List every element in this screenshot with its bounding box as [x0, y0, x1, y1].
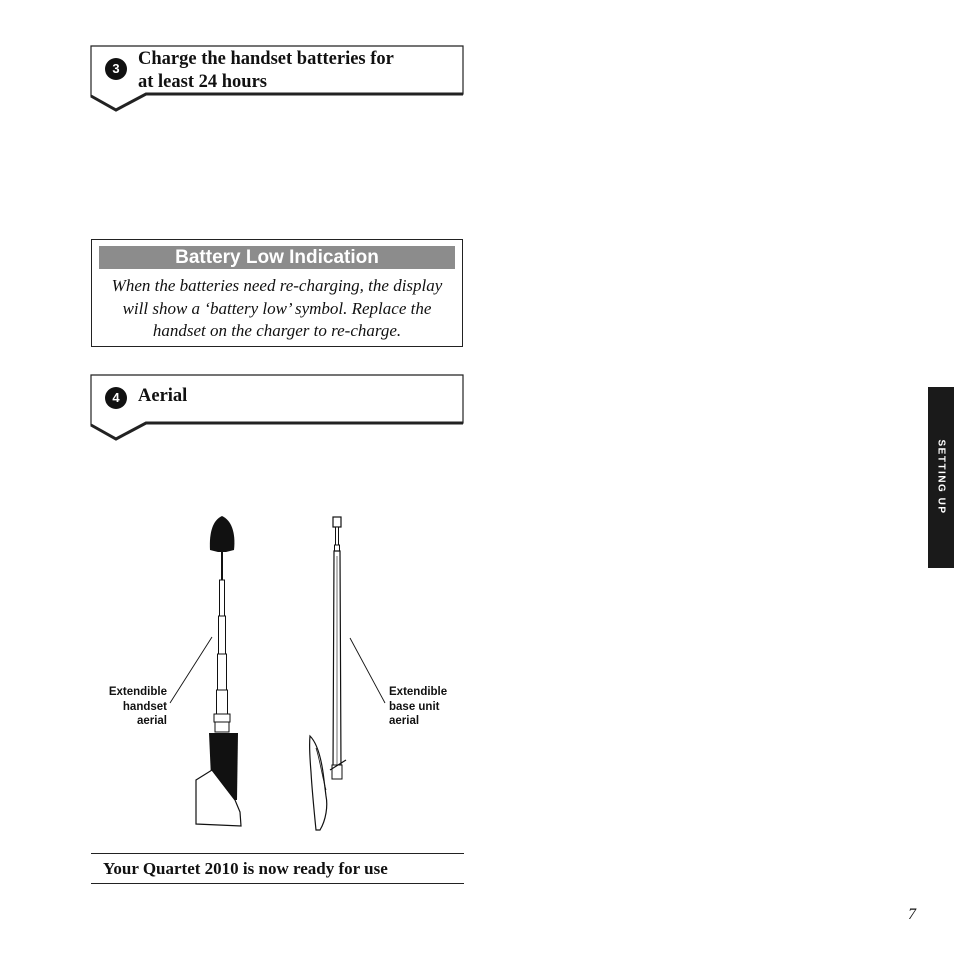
section-side-tab [928, 387, 954, 568]
handset-aerial-callout-line-1: Extendible [108, 686, 167, 698]
base-aerial-callout-line-3: aerial [389, 715, 420, 727]
battery-low-text-line-3: handset on the charger to re-charge. [152, 321, 402, 340]
battery-low-text-line-2: will show a ‘battery low’ symbol. Replace the [122, 298, 432, 318]
base-aerial-callout-line-1: Extendible [389, 686, 448, 698]
handset-aerial-callout-line-3: aerial [136, 715, 167, 727]
handset-aerial-drawing [196, 516, 241, 826]
step-3-title [138, 48, 394, 94]
ready-for-use-box [91, 853, 464, 884]
step-4-number-badge: 4 [105, 387, 127, 409]
section-side-tab-label: SETTING UP [935, 439, 947, 515]
step-4-title: Aerial [138, 386, 188, 406]
base-aerial-callout [389, 685, 464, 729]
handset-aerial-leader-line [170, 637, 212, 703]
handset-aerial-callout [70, 685, 167, 729]
base-aerial-leader-line [350, 638, 385, 703]
step-3-title-line-2: at least 24 hours [138, 72, 267, 92]
step-3-title-line-1: Charge the handset batteries for [138, 49, 394, 69]
page-number: 7 [908, 906, 916, 923]
battery-low-text-line-1: When the batteries need re-charging, the display [111, 276, 443, 295]
base-unit-aerial-drawing [310, 517, 346, 830]
ready-for-use-text: Your Quartet 2010 is now ready for use [103, 859, 388, 878]
step-4-frame [88, 373, 466, 443]
step-3-box [88, 44, 466, 114]
step-4-box [88, 373, 466, 443]
handset-aerial-callout-line-2: handset [122, 700, 167, 713]
base-aerial-callout-line-2: base unit [389, 700, 440, 713]
battery-low-text [96, 275, 458, 343]
battery-low-heading: Battery Low Indication [99, 246, 455, 269]
step-3-number-badge: 3 [105, 58, 127, 80]
battery-low-box [91, 239, 463, 347]
